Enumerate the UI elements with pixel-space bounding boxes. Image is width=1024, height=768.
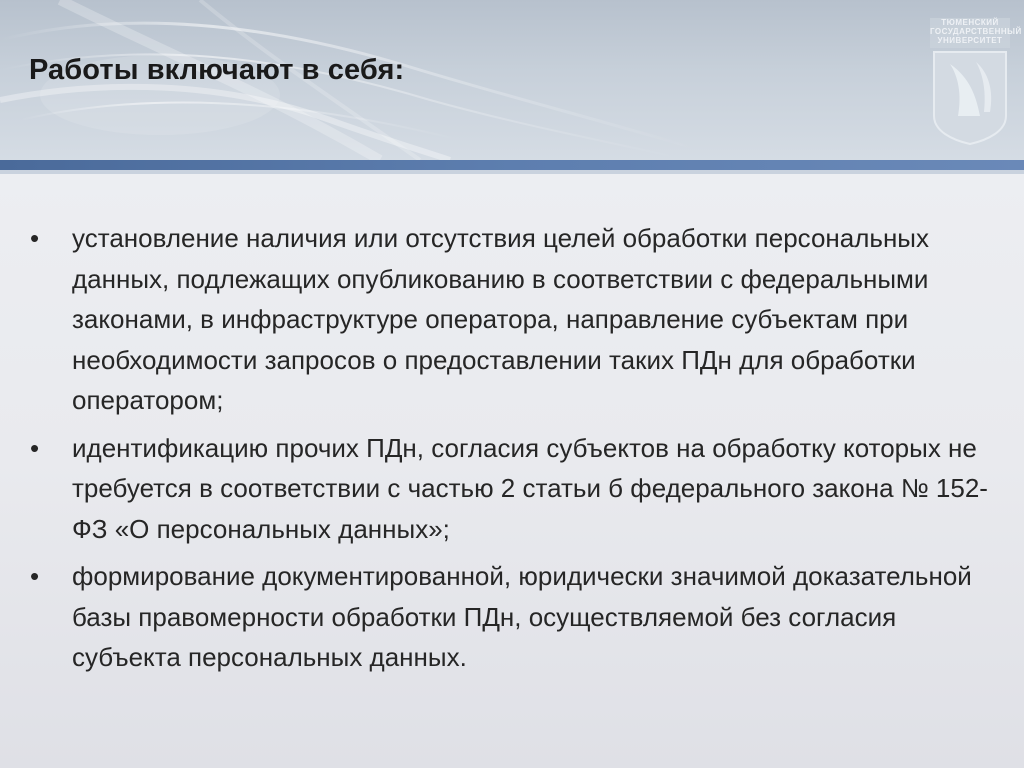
bullet-list	[30, 218, 990, 678]
bullet-icon: •	[30, 561, 40, 591]
header	[0, 0, 1024, 160]
header-divider-light	[0, 170, 1024, 174]
bullet-icon: •	[30, 432, 40, 463]
list-item	[30, 218, 990, 421]
bullet-text: формирование документированной, юридически значимой доказательной базы правомерности обработки ПДн, осуществляемой без согласия субъекта персональных данных.	[72, 561, 972, 672]
bullet-text: установление наличия или отсутствия целей обработки персональных данных, подлежащих опубликованию в соответствии с федеральными законами, в инфраструктуре оператора, направление субъектам при необходимости запросов о предоставлении таких ПДн для обработки оператором;	[72, 223, 929, 415]
bullet-icon: •	[30, 223, 40, 253]
bullet-text: идентификацию прочих ПДн, согласия субъектов на обработку которых не требуется в соответствии с частью 2 статьи б федерального закона № 152-ФЗ «О персональных данных»;	[72, 432, 988, 544]
header-divider	[0, 160, 1024, 170]
list-item	[30, 428, 990, 550]
logo-text: ТЮМЕНСКИЙ ГОСУДАРСТВЕННЫЙ УНИВЕРСИТЕТ	[930, 18, 1022, 45]
content-body	[30, 218, 990, 685]
slide-title: Работы включают в себя:	[29, 54, 405, 86]
list-item	[30, 556, 990, 678]
